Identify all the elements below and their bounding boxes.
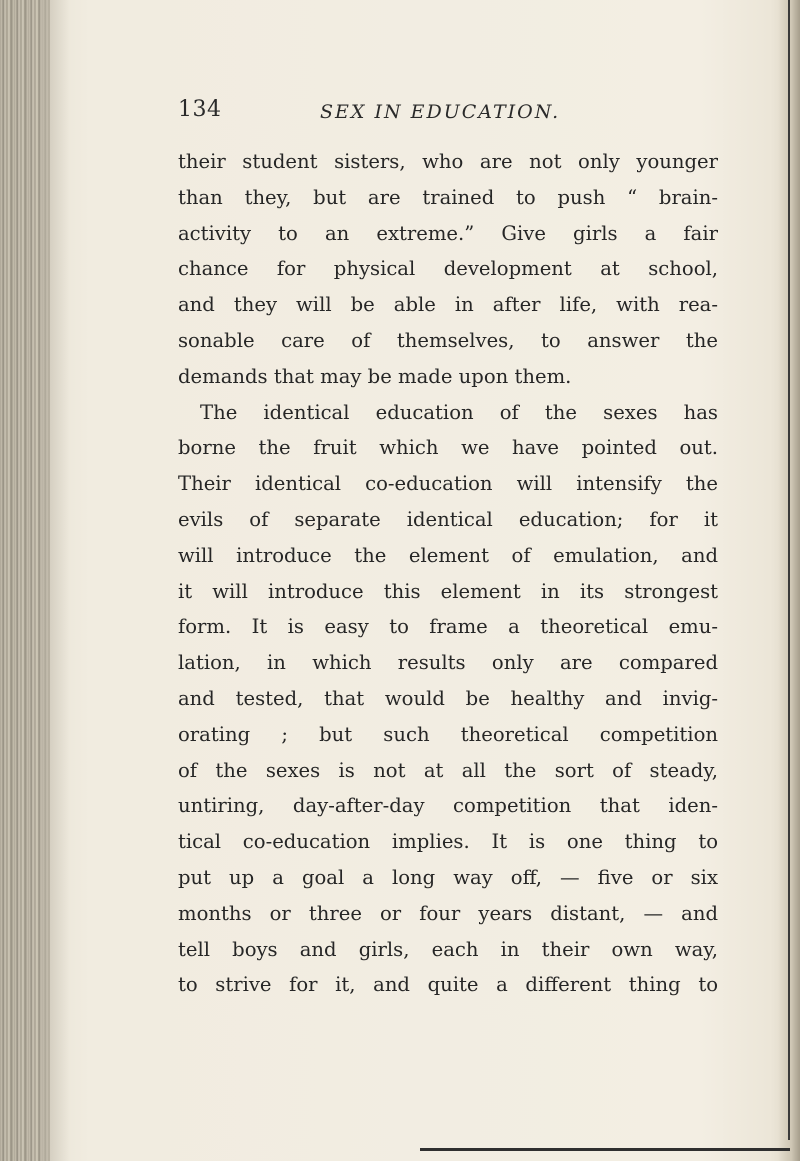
text-line: untiring, day-after-day competition that iden- [178,794,718,818]
text-line: chance for physical development at school, [178,257,718,281]
text-line: months or three or four years distant, — and [178,901,718,925]
body-text [178,144,718,1003]
text-line: The identical education of the sexes has [200,400,718,424]
text-line: Their identical co-education will intensify the [178,472,718,496]
text-line: activity to an extreme.” Give girls a fair [178,221,718,245]
text-line: their student sisters, who are not only younger [178,150,718,173]
right-edge-line [788,0,790,1140]
text-line: it will introduce this element in its strongest [178,579,718,603]
text-line: borne the fruit which we have pointed out. [178,436,718,460]
bottom-edge-line [420,1148,790,1151]
text-line: tical co-education implies. It is one thing to [178,830,718,854]
text-line: of the sexes is not at all the sort of steady, [178,758,718,782]
page-header [0,97,800,137]
text-line: than they, but are trained to push “ brain- [178,185,718,209]
text-line: put up a goal a long way off, — five or six [178,865,718,889]
page-number: 134 [178,97,222,122]
text-line: and they will be able in after life, with rea- [178,293,718,317]
running-head: SEX IN EDUCATION. [320,101,561,123]
text-line: sonable care of themselves, to answer the [178,328,718,352]
text-line: lation, in which results only are compared [178,651,718,675]
text-line: form. It is easy to frame a theoretical emu- [178,615,718,639]
text-line: demands that may be made upon them. [178,364,572,388]
text-line: evils of separate identical education; for it [178,507,718,531]
text-line: will introduce the element of emulation, and [178,543,718,567]
text-line: to strive for it, and quite a different thing to [178,973,718,997]
text-line: and tested, that would be healthy and invig- [178,686,718,710]
text-line: orating ; but such theoretical competition [178,722,718,746]
binding-shadow [40,0,70,1161]
text-line: tell boys and girls, each in their own way, [178,937,718,961]
